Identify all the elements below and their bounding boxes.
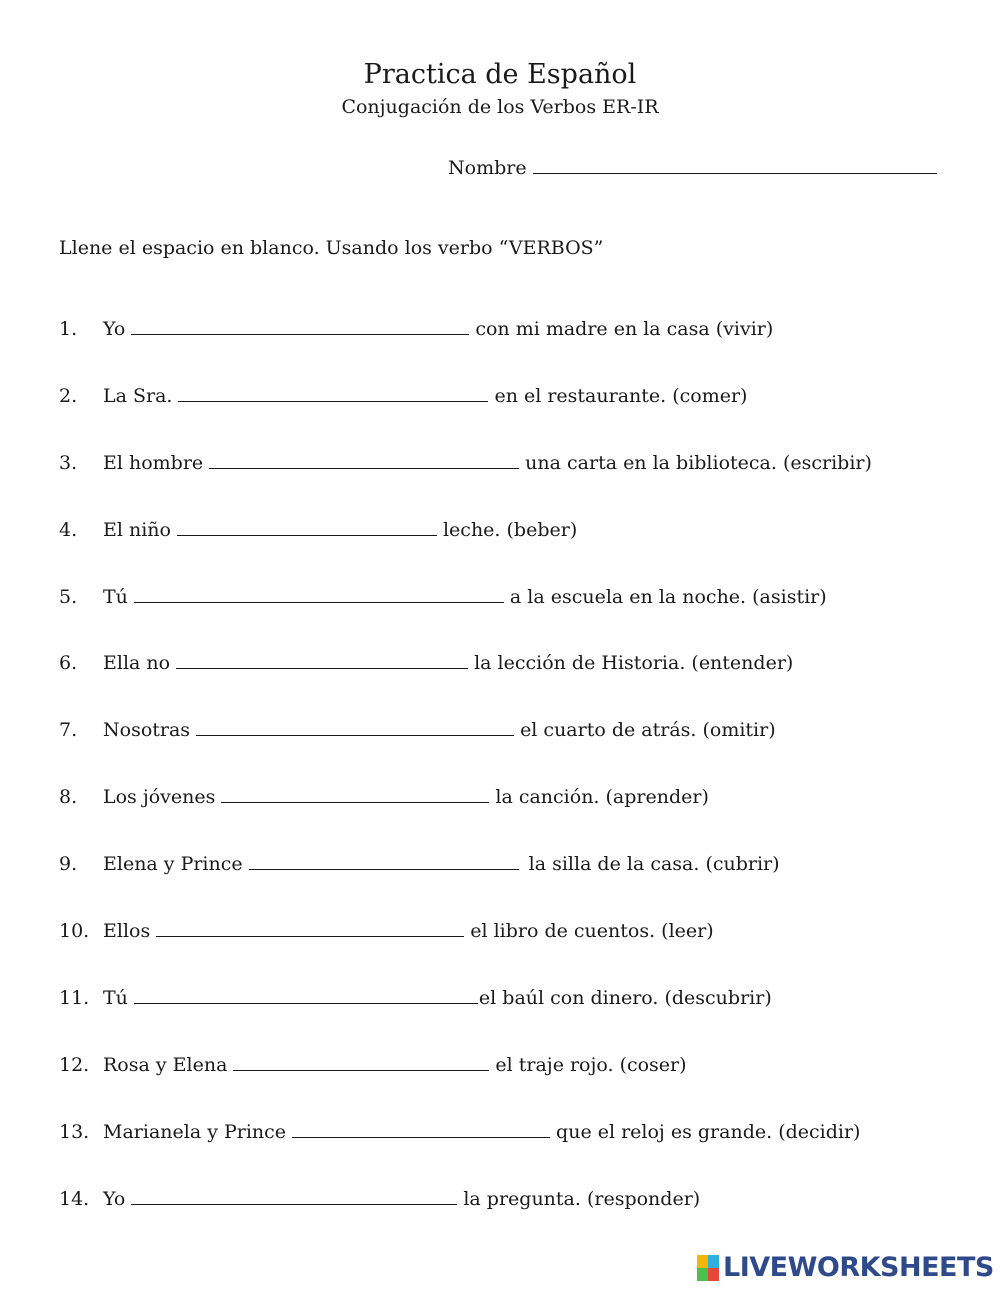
name-label: Nombre [448, 157, 527, 179]
exercise-item [59, 514, 577, 544]
answer-blank[interactable] [196, 714, 514, 736]
liveworksheets-logo-icon [697, 1255, 719, 1281]
answer-blank[interactable] [221, 781, 489, 803]
exercise-item [59, 781, 709, 811]
item-number: 6. [59, 652, 78, 674]
answer-blank[interactable] [131, 313, 469, 335]
item-number: 8. [59, 786, 78, 808]
item-subject: Ellos [103, 920, 151, 942]
item-subject: El niño [103, 519, 171, 541]
answer-blank[interactable] [156, 915, 464, 937]
item-rest: el baúl con dinero. (descubrir) [478, 987, 772, 1009]
name-row [448, 153, 943, 182]
item-number: 10. [59, 920, 90, 942]
name-field[interactable] [533, 153, 937, 174]
item-rest: una carta en la biblioteca. (escribir) [525, 452, 872, 474]
item-subject: El hombre [103, 452, 204, 474]
exercise-item [59, 447, 872, 477]
item-rest: la pregunta. (responder) [463, 1188, 701, 1210]
item-number: 12. [59, 1054, 90, 1076]
exercise-item [59, 848, 780, 878]
answer-blank[interactable] [178, 380, 488, 402]
item-subject: Elena y Prince [103, 853, 243, 875]
item-subject: La Sra. [103, 385, 173, 407]
item-number: 11. [59, 987, 90, 1009]
item-subject: Ella no [103, 652, 171, 674]
item-number: 13. [59, 1121, 90, 1143]
answer-blank[interactable] [134, 982, 478, 1004]
exercise-item [59, 915, 714, 945]
item-rest: el traje rojo. (coser) [495, 1054, 687, 1076]
worksheet-subtitle: Conjugación de los Verbos ER-IR [341, 96, 659, 118]
answer-blank[interactable] [131, 1183, 457, 1205]
item-subject: Rosa y Elena [103, 1054, 228, 1076]
exercise-item [59, 982, 772, 1012]
exercise-item [59, 1116, 860, 1146]
item-rest: el libro de cuentos. (leer) [470, 920, 714, 942]
item-rest: a la escuela en la noche. (asistir) [509, 586, 827, 608]
item-rest: en el restaurante. (comer) [494, 385, 748, 407]
item-number: 1. [59, 318, 78, 340]
liveworksheets-logo [697, 1253, 994, 1283]
exercise-item [59, 714, 776, 744]
answer-blank[interactable] [134, 581, 504, 603]
item-rest: la canción. (aprender) [495, 786, 709, 808]
item-rest: la lección de Historia. (entender) [474, 652, 794, 674]
item-subject: Los jóvenes [103, 786, 216, 808]
answer-blank[interactable] [233, 1049, 489, 1071]
item-rest: la silla de la casa. (cubrir) [528, 853, 780, 875]
answer-blank[interactable] [249, 848, 519, 870]
item-rest: el cuarto de atrás. (omitir) [520, 719, 776, 741]
answer-blank[interactable] [209, 447, 519, 469]
item-subject: Yo [103, 1188, 126, 1210]
answer-blank[interactable] [292, 1116, 550, 1138]
item-number: 3. [59, 452, 78, 474]
worksheet-title: Practica de Español [363, 59, 637, 90]
item-rest: con mi madre en la casa (vivir) [475, 318, 774, 340]
item-subject: Marianela y Prince [103, 1121, 287, 1143]
item-subject: Tú [103, 987, 128, 1009]
item-rest: leche. (beber) [442, 519, 578, 541]
exercise-item [59, 581, 827, 611]
item-subject: Yo [103, 318, 126, 340]
item-number: 7. [59, 719, 78, 741]
exercise-item [59, 647, 793, 677]
item-number: 2. [59, 385, 78, 407]
item-rest: que el reloj es grande. (decidir) [556, 1121, 861, 1143]
item-number: 9. [59, 853, 78, 875]
item-subject: Nosotras [103, 719, 191, 741]
item-subject: Tú [103, 586, 128, 608]
logo-text: LIVEWORKSHEETS [723, 1252, 994, 1283]
exercise-item [59, 1049, 687, 1079]
answer-blank[interactable] [176, 647, 468, 669]
item-number: 5. [59, 586, 78, 608]
instructions: Llene el espacio en blanco. Usando los verbo “VERBOS” [59, 237, 604, 259]
exercise-item [59, 380, 747, 410]
item-number: 4. [59, 519, 78, 541]
exercise-item [59, 1183, 700, 1213]
item-number: 14. [59, 1188, 90, 1210]
answer-blank[interactable] [177, 514, 437, 536]
exercise-item [59, 313, 773, 343]
